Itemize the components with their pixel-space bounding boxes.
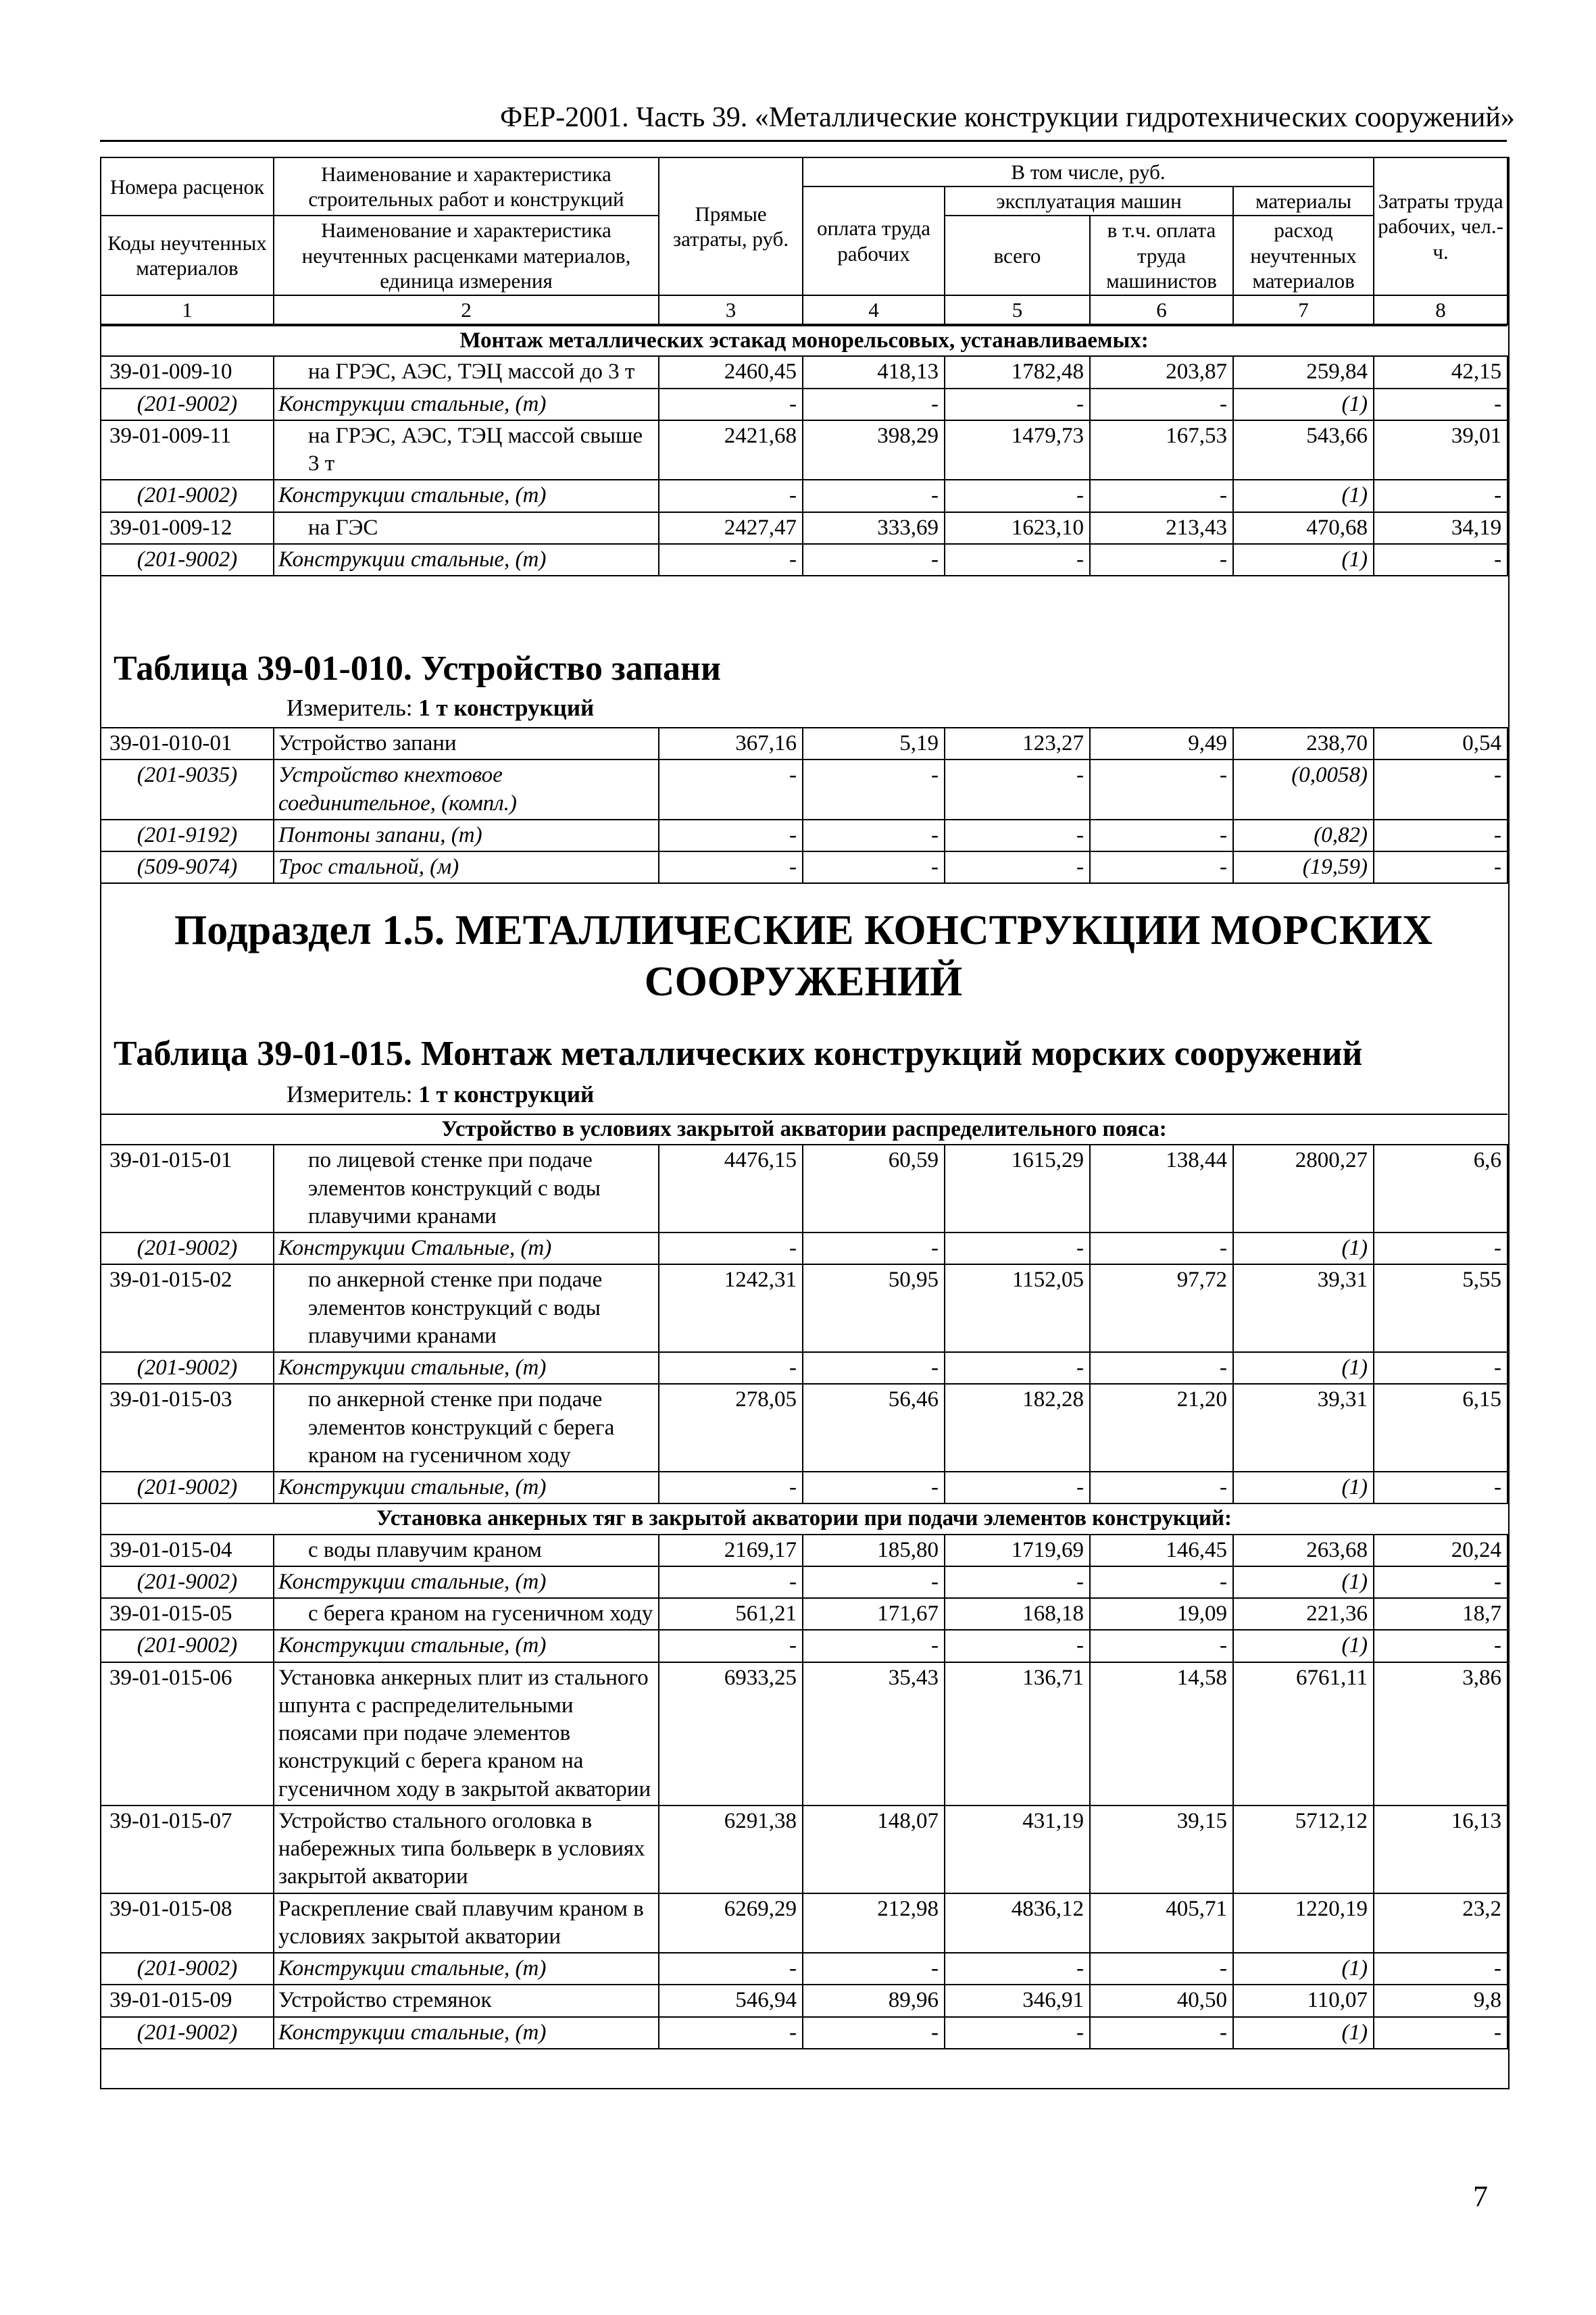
value-v4: - [803, 1233, 945, 1264]
value-v7: (1) [1233, 389, 1374, 420]
value-v4: 50,95 [803, 1264, 945, 1352]
col8-header: Затраты труда рабочих, чел.-ч. [1374, 157, 1507, 295]
value-v6: 21,20 [1090, 1384, 1233, 1472]
colnum-8: 8 [1374, 295, 1507, 324]
value-v7: (1) [1233, 1566, 1374, 1598]
value-v6: - [1090, 2017, 1233, 2049]
measure-prefix: Измеритель: [286, 695, 419, 721]
block1-table [100, 325, 1508, 576]
value-v6: - [1090, 1953, 1233, 1985]
value-v3: - [659, 544, 803, 576]
value-v5: - [945, 1953, 1090, 1985]
value-v4: - [803, 1566, 945, 1598]
value-v3: 2169,17 [659, 1535, 803, 1566]
value-v4: 185,80 [803, 1535, 945, 1566]
value-v6: - [1090, 1352, 1233, 1384]
rate-code: 39-01-015-01 [101, 1145, 274, 1233]
value-v6: - [1090, 480, 1233, 512]
value-v8: 0,54 [1374, 728, 1507, 760]
material-row [101, 760, 1507, 820]
value-v4: - [803, 1630, 945, 1662]
col7-header: расход неучтенных материалов [1233, 216, 1374, 295]
rate-code: 39-01-015-08 [101, 1893, 274, 1953]
rate-code: 39-01-009-11 [101, 420, 274, 480]
value-v3: - [659, 820, 803, 851]
colnum-6: 6 [1090, 295, 1233, 324]
value-v4: 89,96 [803, 1985, 945, 2016]
col2-top-header: Наименование и характеристика строительных работ и конструкций [274, 157, 659, 216]
rate-code: 39-01-015-03 [101, 1384, 274, 1472]
value-v5: 431,19 [945, 1806, 1090, 1893]
value-v6: 97,72 [1090, 1264, 1233, 1352]
value-v3: - [659, 1566, 803, 1598]
rates-table-top [100, 157, 1507, 576]
col5-header: всего [945, 216, 1090, 295]
table-row [101, 1598, 1507, 1630]
value-v5: 1479,73 [945, 420, 1090, 480]
value-v6: 39,15 [1090, 1806, 1233, 1893]
value-v3: - [659, 1472, 803, 1503]
work-name: по анкерной стенке при подаче элементов конструкций с воды плавучими кранами [274, 1264, 659, 1352]
value-v3: 2427,47 [659, 512, 803, 544]
col4-header: оплата труда рабочих [803, 186, 945, 295]
table-010-measure [286, 695, 594, 722]
value-v5: 1623,10 [945, 512, 1090, 544]
value-v6: - [1090, 820, 1233, 851]
value-v3: - [659, 760, 803, 820]
value-v4: - [803, 389, 945, 420]
material-row [101, 1352, 1507, 1384]
col1-bottom-header: Коды неучтенных материалов [101, 216, 274, 295]
measure-value: 1 т конструкций [418, 695, 595, 721]
table-row [101, 1985, 1507, 2016]
value-v3: - [659, 1233, 803, 1264]
value-v5: 4836,12 [945, 1893, 1090, 1953]
material-name: Трос стальной, (м) [274, 851, 659, 883]
value-v3: 2421,68 [659, 420, 803, 480]
value-v8: - [1374, 2017, 1507, 2049]
table-015-wrapper [100, 1114, 1507, 2049]
table-row [101, 512, 1507, 544]
value-v6: - [1090, 760, 1233, 820]
value-v7: (0,0058) [1233, 760, 1374, 820]
value-v8: - [1374, 480, 1507, 512]
material-code: (509-9074) [101, 851, 274, 883]
table-010-wrapper [100, 727, 1507, 884]
value-v6: - [1090, 1233, 1233, 1264]
value-v4: - [803, 480, 945, 512]
value-v8: 6,15 [1374, 1384, 1507, 1472]
measure-prefix: Измеритель: [286, 1081, 419, 1107]
value-v7: (1) [1233, 544, 1374, 576]
value-v5: - [945, 1630, 1090, 1662]
value-v5: 346,91 [945, 1985, 1090, 2016]
rate-code: 39-01-015-09 [101, 1985, 274, 2016]
material-code: (201-9002) [101, 1630, 274, 1662]
value-v6: - [1090, 1630, 1233, 1662]
work-name: Установка анкерных плит из стального шпунта с распределительными поясами при подаче элементов конструкций с берега краном на гусеничном ходу в закрытой акватории [274, 1662, 659, 1806]
value-v4: - [803, 1953, 945, 1985]
rate-code: 39-01-015-05 [101, 1598, 274, 1630]
material-name: Конструкции стальные, (т) [274, 1953, 659, 1985]
value-v7: (1) [1233, 2017, 1374, 2049]
col3-header: Прямые затраты, руб. [659, 157, 803, 295]
material-name: Понтоны запани, (т) [274, 820, 659, 851]
value-v5: 1782,48 [945, 356, 1090, 388]
value-v4: - [803, 820, 945, 851]
value-v3: - [659, 1953, 803, 1985]
work-name: на ГРЭС, АЭС, ТЭЦ массой свыше 3 т [274, 420, 659, 480]
col2-bottom-header: Наименование и характеристика неучтенных расценками материалов, единица измерения [274, 216, 659, 295]
table-010 [100, 727, 1508, 884]
value-v6: 40,50 [1090, 1985, 1233, 2016]
value-v6: 167,53 [1090, 420, 1233, 480]
value-v6: - [1090, 1472, 1233, 1503]
table-010-title: Таблица 39-01-010. Устройство запани [114, 649, 721, 688]
material-code: (201-9002) [101, 389, 274, 420]
value-v7: (1) [1233, 480, 1374, 512]
materials-header: материалы [1233, 186, 1374, 216]
table-015-measure [286, 1081, 594, 1108]
value-v7: (1) [1233, 1630, 1374, 1662]
value-v4: - [803, 2017, 945, 2049]
value-v3: - [659, 1352, 803, 1384]
value-v8: 6,6 [1374, 1145, 1507, 1233]
table-row [101, 1264, 1507, 1352]
material-code: (201-9002) [101, 480, 274, 512]
work-name: с воды плавучим краном [274, 1535, 659, 1566]
material-code: (201-9002) [101, 544, 274, 576]
material-name: Устройство кнехтовое соединительное, (компл.) [274, 760, 659, 820]
material-name: Конструкции стальные, (т) [274, 1472, 659, 1503]
material-code: (201-9192) [101, 820, 274, 851]
material-row [101, 480, 1507, 512]
value-v6: - [1090, 1566, 1233, 1598]
material-name: Конструкции стальные, (т) [274, 1566, 659, 1598]
subsection-heading [100, 905, 1507, 1007]
material-row [101, 1566, 1507, 1598]
table-row [101, 1662, 1507, 1806]
material-code: (201-9002) [101, 2017, 274, 2049]
section-row [101, 1114, 1507, 1145]
value-v3: 561,21 [659, 1598, 803, 1630]
value-v7: (1) [1233, 1233, 1374, 1264]
value-v6: 138,44 [1090, 1145, 1233, 1233]
value-v8: - [1374, 1953, 1507, 1985]
value-v5: - [945, 1566, 1090, 1598]
value-v8: 42,15 [1374, 356, 1507, 388]
subsection-line2: СООРУЖЕНИЙ [644, 958, 963, 1005]
colnum-7: 7 [1233, 295, 1374, 324]
value-v8: - [1374, 1630, 1507, 1662]
material-name: Конструкции стальные, (т) [274, 1352, 659, 1384]
section-title-015-2: Установка анкерных тяг в закрытой акватории при подачи элементов конструкций: [101, 1503, 1507, 1534]
material-code: (201-9035) [101, 760, 274, 820]
table-row [101, 356, 1507, 388]
rate-code: 39-01-010-01 [101, 728, 274, 760]
value-v4: - [803, 1352, 945, 1384]
value-v4: 56,46 [803, 1384, 945, 1472]
value-v8: - [1374, 544, 1507, 576]
value-v8: - [1374, 760, 1507, 820]
value-v5: - [945, 851, 1090, 883]
section-row [101, 326, 1507, 356]
value-v3: 4476,15 [659, 1145, 803, 1233]
value-v7: 470,68 [1233, 512, 1374, 544]
material-row [101, 1472, 1507, 1503]
value-v3: 1242,31 [659, 1264, 803, 1352]
material-name: Конструкции стальные, (т) [274, 389, 659, 420]
table-row [101, 1384, 1507, 1472]
value-v7: (0,82) [1233, 820, 1374, 851]
col6-header: в т.ч. оплата труда машинистов [1090, 216, 1233, 295]
value-v8: - [1374, 820, 1507, 851]
colnum-2: 2 [274, 295, 659, 324]
value-v8: 20,24 [1374, 1535, 1507, 1566]
material-name: Конструкции стальные, (т) [274, 480, 659, 512]
value-v3: - [659, 2017, 803, 2049]
value-v8: - [1374, 1472, 1507, 1503]
value-v7: 259,84 [1233, 356, 1374, 388]
col1-top-header: Номера расценок [101, 157, 274, 216]
machines-header: эксплуатация машин [945, 186, 1233, 216]
value-v6: 9,49 [1090, 728, 1233, 760]
value-v8: 34,19 [1374, 512, 1507, 544]
value-v6: 146,45 [1090, 1535, 1233, 1566]
value-v7: 263,68 [1233, 1535, 1374, 1566]
value-v4: - [803, 760, 945, 820]
material-name: Конструкции стальные, (т) [274, 544, 659, 576]
value-v7: 39,31 [1233, 1384, 1374, 1472]
value-v3: 546,94 [659, 1985, 803, 2016]
value-v6: - [1090, 544, 1233, 576]
table-row [101, 1145, 1507, 1233]
material-code: (201-9002) [101, 1233, 274, 1264]
value-v5: - [945, 1352, 1090, 1384]
rate-code: 39-01-015-02 [101, 1264, 274, 1352]
work-name: Устройство стремянок [274, 1985, 659, 2016]
material-row [101, 1630, 1507, 1662]
value-v5: - [945, 1233, 1090, 1264]
material-code: (201-9002) [101, 1472, 274, 1503]
material-row [101, 1233, 1507, 1264]
value-v4: 212,98 [803, 1893, 945, 1953]
work-name: с берега краном на гусеничном ходу [274, 1598, 659, 1630]
table-row [101, 1893, 1507, 1953]
value-v7: 238,70 [1233, 728, 1374, 760]
value-v4: 5,19 [803, 728, 945, 760]
value-v5: - [945, 2017, 1090, 2049]
value-v4: 418,13 [803, 356, 945, 388]
section-title-block1: Монтаж металлических эстакад монорельсовых, устанавливаемых: [101, 326, 1507, 356]
value-v8: 18,7 [1374, 1598, 1507, 1630]
value-v8: - [1374, 1352, 1507, 1384]
value-v5: 136,71 [945, 1662, 1090, 1806]
page-header-title: ФЕР-2001. Часть 39. «Металлические конструкции гидротехнических сооружений» [500, 102, 1515, 133]
material-row [101, 851, 1507, 883]
value-v4: - [803, 1472, 945, 1503]
value-v3: - [659, 389, 803, 420]
material-code: (201-9002) [101, 1953, 274, 1985]
value-v8: 39,01 [1374, 420, 1507, 480]
page-number: 7 [1473, 2180, 1488, 2213]
material-name: Конструкции Стальные, (т) [274, 1233, 659, 1264]
value-v7: 39,31 [1233, 1264, 1374, 1352]
value-v6: - [1090, 851, 1233, 883]
value-v7: 543,66 [1233, 420, 1374, 480]
value-v8: 5,55 [1374, 1264, 1507, 1352]
rate-code: 39-01-015-04 [101, 1535, 274, 1566]
section-title-015-1: Устройство в условиях закрытой акватории распределительного пояса: [101, 1114, 1507, 1145]
value-v6: 14,58 [1090, 1662, 1233, 1806]
value-v3: 6933,25 [659, 1662, 803, 1806]
value-v8: 16,13 [1374, 1806, 1507, 1893]
value-v5: - [945, 544, 1090, 576]
value-v4: 60,59 [803, 1145, 945, 1233]
value-v3: 6269,29 [659, 1893, 803, 1953]
table-015-title: Таблица 39-01-015. Монтаж металлических конструкций морских сооружений [114, 1035, 1363, 1073]
value-v3: 2460,45 [659, 356, 803, 388]
value-v4: 171,67 [803, 1598, 945, 1630]
table-row [101, 1806, 1507, 1893]
value-v4: - [803, 851, 945, 883]
value-v4: 148,07 [803, 1806, 945, 1893]
value-v3: 367,16 [659, 728, 803, 760]
header-rule [100, 140, 1507, 142]
value-v7: (1) [1233, 1953, 1374, 1985]
value-v5: 1719,69 [945, 1535, 1090, 1566]
value-v5: - [945, 1472, 1090, 1503]
rate-code: 39-01-015-07 [101, 1806, 274, 1893]
value-v7: 1220,19 [1233, 1893, 1374, 1953]
material-code: (201-9002) [101, 1352, 274, 1384]
colnum-1: 1 [101, 295, 274, 324]
colnum-5: 5 [945, 295, 1090, 324]
value-v5: 123,27 [945, 728, 1090, 760]
value-v4: 333,69 [803, 512, 945, 544]
value-v6: 203,87 [1090, 356, 1233, 388]
material-row [101, 544, 1507, 576]
material-row [101, 1953, 1507, 1985]
work-name: на ГРЭС, АЭС, ТЭЦ массой до 3 т [274, 356, 659, 388]
value-v8: 23,2 [1374, 1893, 1507, 1953]
value-v8: - [1374, 1566, 1507, 1598]
colnum-4: 4 [803, 295, 945, 324]
work-name: по анкерной стенке при подаче элементов конструкций с берега краном на гусеничном ходу [274, 1384, 659, 1472]
value-v5: 168,18 [945, 1598, 1090, 1630]
table-row [101, 728, 1507, 760]
value-v8: - [1374, 389, 1507, 420]
table-row [101, 420, 1507, 480]
value-v3: 278,05 [659, 1384, 803, 1472]
value-v5: - [945, 389, 1090, 420]
material-row [101, 2017, 1507, 2049]
value-v6: 213,43 [1090, 512, 1233, 544]
material-row [101, 389, 1507, 420]
value-v5: 1615,29 [945, 1145, 1090, 1233]
value-v7: (19,59) [1233, 851, 1374, 883]
value-v4: 398,29 [803, 420, 945, 480]
value-v5: - [945, 820, 1090, 851]
value-v8: - [1374, 851, 1507, 883]
work-name: Устройство запани [274, 728, 659, 760]
value-v7: 110,07 [1233, 1985, 1374, 2016]
value-v3: - [659, 480, 803, 512]
value-v3: 6291,38 [659, 1806, 803, 1893]
value-v8: 3,86 [1374, 1662, 1507, 1806]
column-header-table [100, 157, 1508, 325]
value-v8: - [1374, 1233, 1507, 1264]
value-v6: 19,09 [1090, 1598, 1233, 1630]
value-v8: 9,8 [1374, 1985, 1507, 2016]
value-v4: - [803, 544, 945, 576]
value-v7: 2800,27 [1233, 1145, 1374, 1233]
material-row [101, 820, 1507, 851]
rate-code: 39-01-009-12 [101, 512, 274, 544]
value-v7: (1) [1233, 1352, 1374, 1384]
rate-code: 39-01-009-10 [101, 356, 274, 388]
value-v5: - [945, 480, 1090, 512]
work-name: на ГЭС [274, 512, 659, 544]
value-v7: (1) [1233, 1472, 1374, 1503]
work-name: Устройство стального оголовка в набережных типа больверк в условиях закрытой акватории [274, 1806, 659, 1893]
value-v7: 6761,11 [1233, 1662, 1374, 1806]
section-row [101, 1503, 1507, 1534]
material-code: (201-9002) [101, 1566, 274, 1598]
rate-code: 39-01-015-06 [101, 1662, 274, 1806]
value-v3: - [659, 851, 803, 883]
value-v5: 182,28 [945, 1384, 1090, 1472]
colnum-3: 3 [659, 295, 803, 324]
value-v7: 5712,12 [1233, 1806, 1374, 1893]
material-name: Конструкции стальные, (т) [274, 1630, 659, 1662]
subsection-line1: Подраздел 1.5. МЕТАЛЛИЧЕСКИЕ КОНСТРУКЦИИ МОРСКИХ [174, 907, 1432, 953]
table-row [101, 1535, 1507, 1566]
value-v5: 1152,05 [945, 1264, 1090, 1352]
measure-value: 1 т конструкций [418, 1081, 595, 1107]
value-v5: - [945, 760, 1090, 820]
incl-header: В том числе, руб. [803, 157, 1374, 186]
value-v4: 35,43 [803, 1662, 945, 1806]
value-v6: - [1090, 389, 1233, 420]
value-v6: 405,71 [1090, 1893, 1233, 1953]
table-015 [100, 1114, 1508, 2049]
work-name: Раскрепление свай плавучим краном в условиях закрытой акватории [274, 1893, 659, 1953]
material-name: Конструкции стальные, (т) [274, 2017, 659, 2049]
work-name: по лицевой стенке при подаче элементов конструкций с воды плавучими кранами [274, 1145, 659, 1233]
value-v7: 221,36 [1233, 1598, 1374, 1630]
value-v3: - [659, 1630, 803, 1662]
